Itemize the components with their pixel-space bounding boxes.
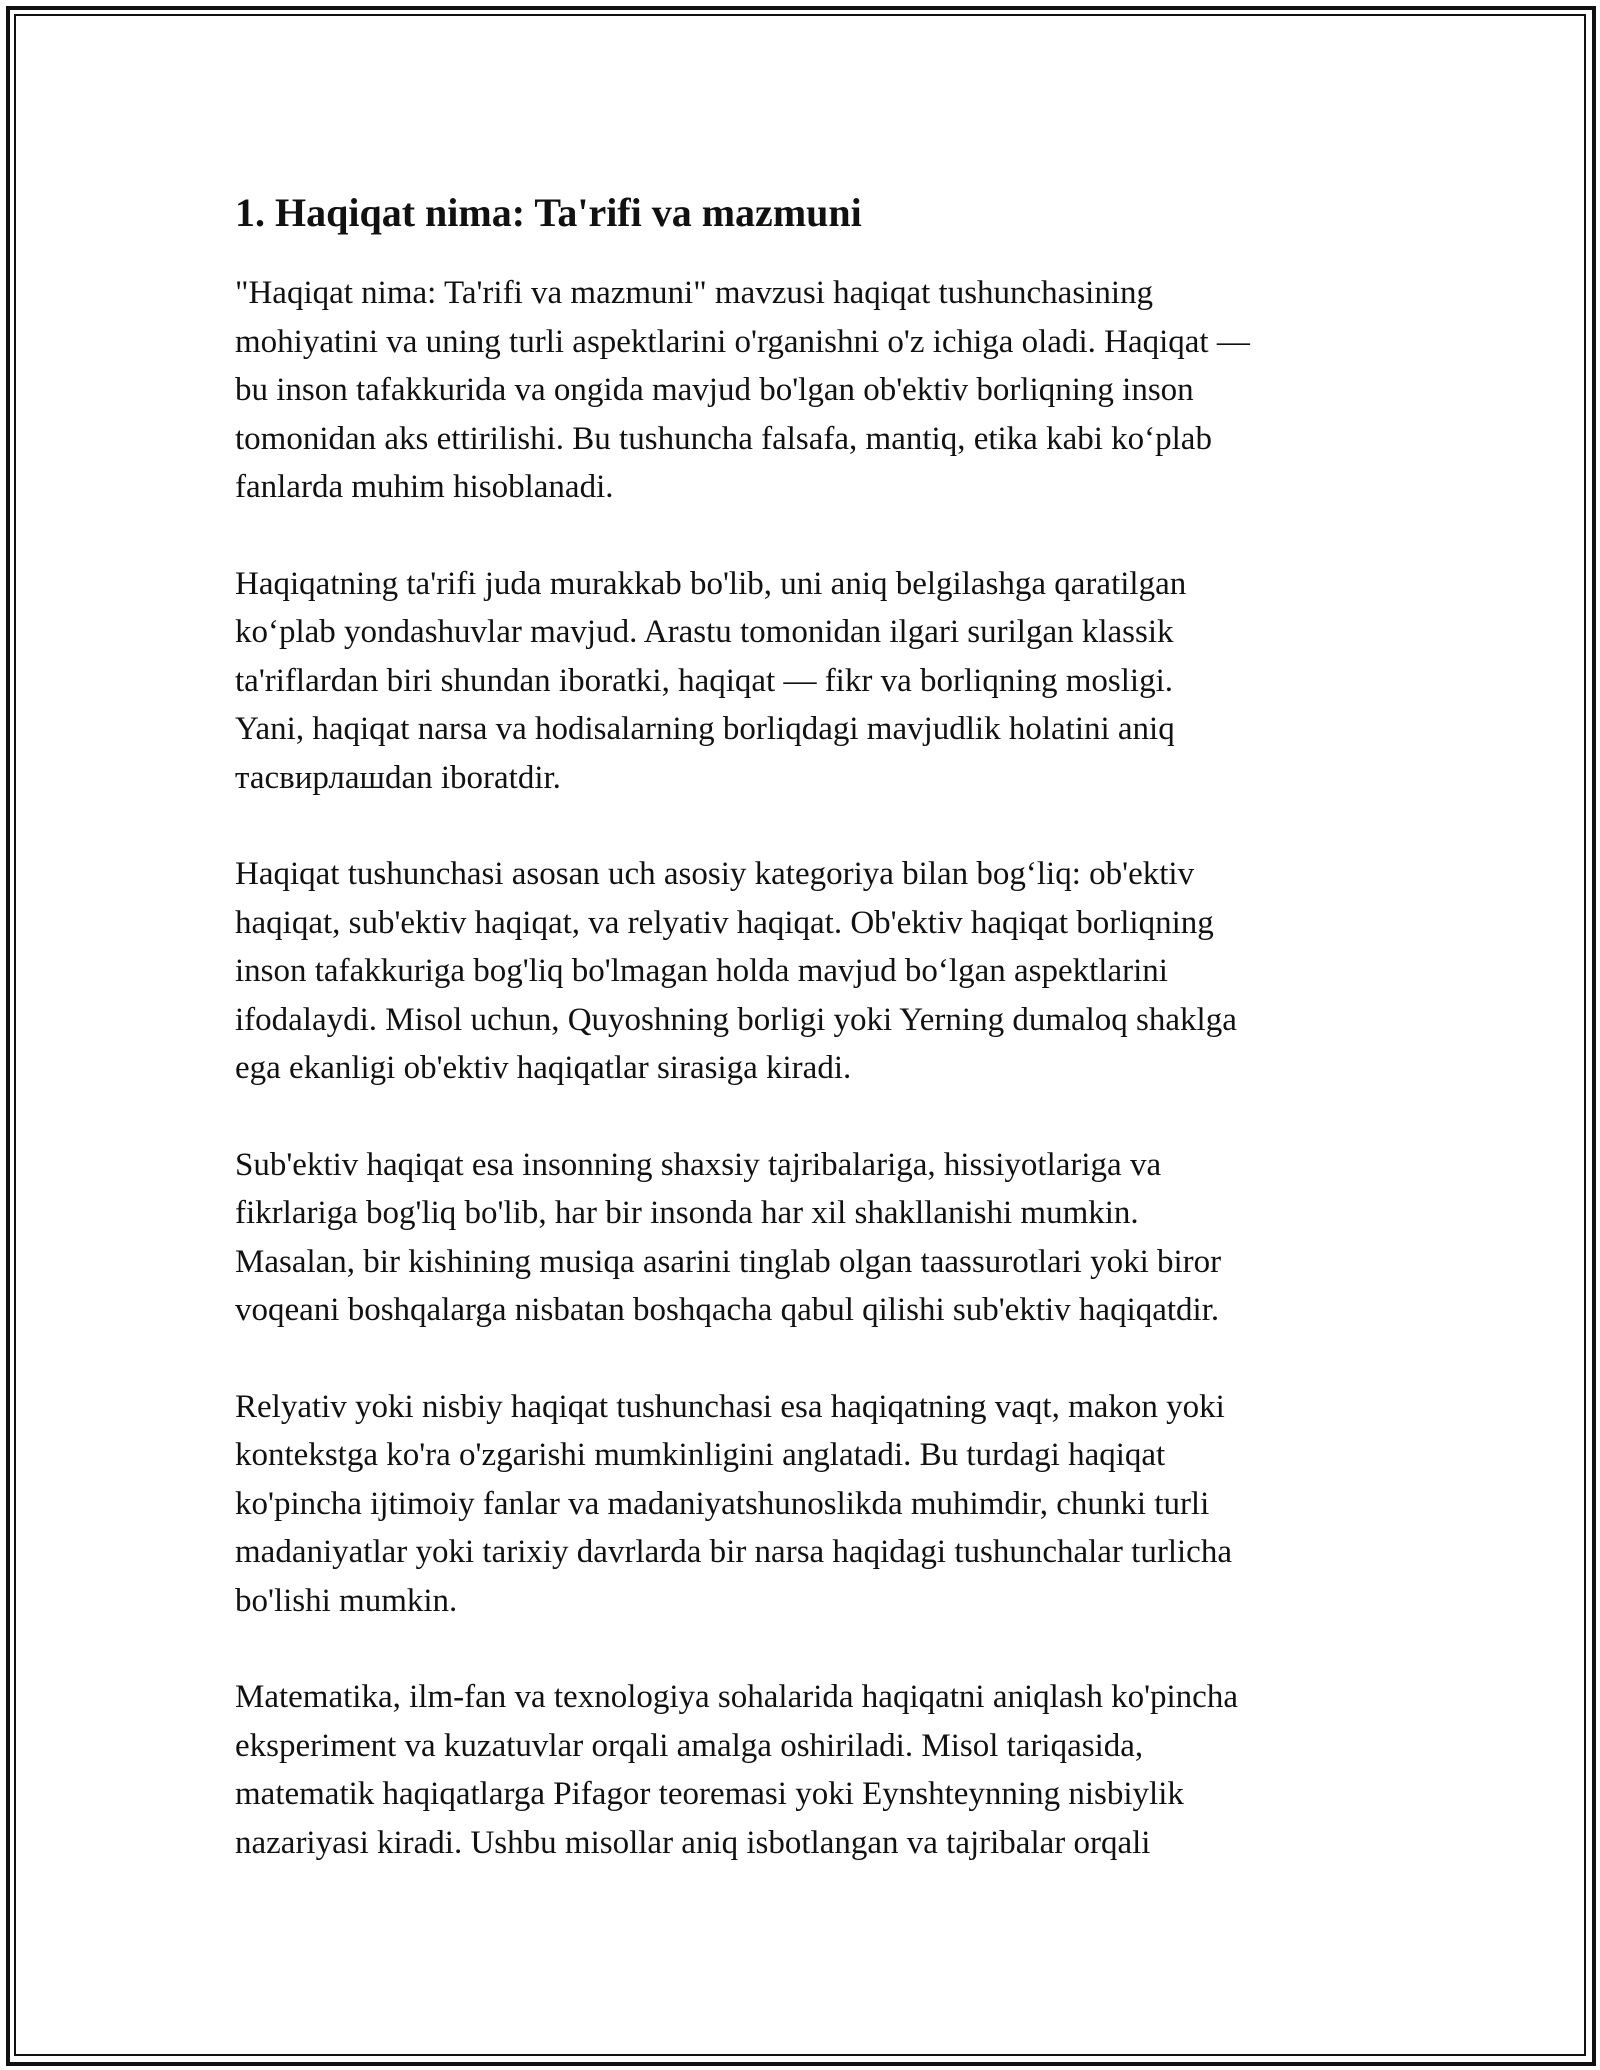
paragraph-line: fikrlariga bog'liq bo'lib, har bir insonda har xil shakllanishi mumkin. (235, 1195, 1139, 1231)
paragraph-line: ta'riflardan biri shundan iboratki, haqiqat — fikr va borliqning mosligi. (235, 662, 1174, 699)
paragraph-line: mohiyatini va uning turli aspektlarini o'rganishni o'z ichiga oladi. Haqiqat — (235, 323, 1250, 360)
document-body (235, 183, 1385, 1915)
paragraph-relative-truth (235, 1383, 1385, 1626)
paragraph-line: tomonidan aks ettirilishi. Bu tushuncha falsafa, mantiq, etika kabi ko‘plab (235, 420, 1212, 457)
paragraph-subjective-truth (235, 1141, 1385, 1335)
paragraph-line: matematik haqiqatlarga Pifagor teoremasi yoki Eynshteynning nisbiylik (235, 1776, 1184, 1812)
section-heading: 1. Haqiqat nima: Ta'rifi va mazmuni (235, 190, 862, 235)
paragraph-line: bu inson tafakkurida va ongida mavjud bo'lgan ob'ektiv borliqning inson (235, 372, 1194, 408)
paragraph-line: Matematika, ilm-fan va texnologiya sohalarida haqiqatni aniqlash ko'pincha (235, 1679, 1238, 1715)
paragraph-line: voqeani boshqalarga nisbatan boshqacha qabul qilishi sub'ektiv haqiqatdir. (235, 1292, 1220, 1328)
paragraph-line: Yani, haqiqat narsa va hodisalarning borliqdagi mavjudlik holatini aniq (235, 711, 1175, 747)
paragraph-line: Haqiqatning ta'rifi juda murakkab bo'lib, uni aniq belgilashga qaratilgan (235, 565, 1187, 602)
paragraph-line: Sub'ektiv haqiqat esa insonning shaxsiy tajribalariga, hissiyotlariga va (235, 1146, 1162, 1183)
paragraph-line: ko'pincha ijtimoiy fanlar va madaniyatshunoslikda muhimdir, chunki turli (235, 1485, 1210, 1522)
paragraph-line: inson tafakkuriga bog'liq bo'lmagan holda mavjud bo‘lgan aspektlarini (235, 953, 1168, 989)
paragraph-line: "Haqiqat nima: Ta'rifi va mazmuni" mavzusi haqiqat tushunchasining (235, 275, 1154, 311)
paragraph-line: madaniyatlar yoki tarixiy davrlarda bir narsa haqidagi tushunchalar turlicha (235, 1534, 1232, 1570)
paragraph-line: ko‘plab yondashuvlar mavjud. Arastu tomonidan ilgari surilgan klassik (235, 614, 1174, 650)
paragraph-line: ega ekanligi ob'ektiv haqiqatlar sirasiga kiradi. (235, 1050, 852, 1086)
paragraph-line: Relyativ yoki nisbiy haqiqat tushunchasi esa haqiqatning vaqt, makon yoki (235, 1388, 1225, 1425)
paragraph-line: Masalan, bir kishining musiqa asarini tinglab olgan taassurotlari yoki biror (235, 1243, 1222, 1280)
paragraph-line: Haqiqat tushunchasi asosan uch asosiy kategoriya bilan bog‘liq: ob'ektiv (235, 856, 1195, 892)
paragraph-line: nazariyasi kiradi. Ushbu misollar aniq isbotlangan va tajribalar orqali (235, 1824, 1151, 1861)
paragraph-science-truth (235, 1673, 1385, 1867)
paragraph-line: fanlarda muhim hisoblanadi. (235, 469, 614, 505)
paragraph-classical-definition (235, 560, 1385, 803)
paragraph-line: ifodalaydi. Misol uchun, Quyoshning borligi yoki Yerning dumaloq shaklga (235, 1001, 1237, 1038)
paragraph-line: bo'lishi mumkin. (235, 1582, 458, 1619)
paragraph-line: тасвирлашdan iboratdir. (235, 759, 561, 796)
paragraph-line: eksperiment va kuzatuvlar orqali amalga oshiriladi. Misol tariqasida, (235, 1727, 1144, 1764)
paragraph-line: haqiqat, sub'ektiv haqiqat, va relyativ haqiqat. Ob'ektiv haqiqat borliqning (235, 904, 1214, 941)
paragraph-truth-categories (235, 850, 1385, 1093)
paragraph-line: kontekstga ko'ra o'zgarishi mumkinligini anglatadi. Bu turdagi haqiqat (235, 1437, 1166, 1473)
paragraph-definition-intro (235, 269, 1385, 512)
